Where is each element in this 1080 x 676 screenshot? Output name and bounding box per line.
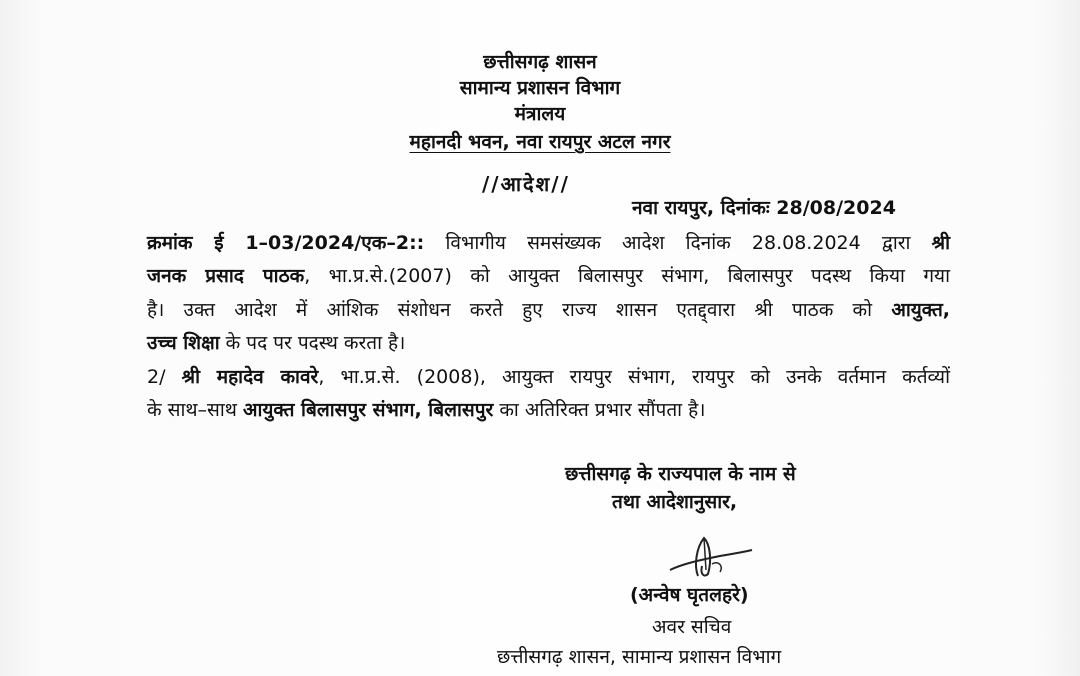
officer-name-1: जनक प्रसाद पाठक: [147, 265, 305, 287]
additional-charge: आयुक्त बिलासपुर संभाग, बिलासपुर: [242, 399, 494, 421]
para1-line1-bold: श्री: [931, 232, 951, 254]
para2-line2: [147, 398, 705, 422]
signatory-designation: अवर सचिव: [652, 616, 732, 638]
signoff-line2: तथा आदेशानुसार,: [612, 491, 738, 513]
header-state: छत्तीसगढ़ शासन: [483, 51, 597, 73]
para2-line2-text: के साथ–साथ: [147, 399, 243, 421]
para1-line3-bold: आयुक्त,: [891, 299, 950, 321]
para1-line1-text: विभागीय समसंख्यक आदेश दिनांक 28.08.2024 द्वारा: [424, 232, 932, 254]
para2-line1: [147, 365, 950, 389]
para1-line1: [147, 231, 950, 255]
header-ministry: मंत्रालय: [514, 103, 566, 125]
para2-line2-text2: का अतिरिक्त प्रभार सौंपता है।: [493, 399, 706, 421]
para1-line4-text: के पद पर पदस्थ करता है।: [219, 332, 406, 354]
order-number: क्रमांक ई 1–03/2024/एक–2::: [147, 232, 425, 254]
para1-line3-text: है। उक्त आदेश में आंशिक संशोधन करते हुए राज्य शासन एतद्द्वारा श्री पाठक को: [147, 299, 892, 321]
signatory-department: छत्तीसगढ़ शासन, सामान्य प्रशासन विभाग: [497, 646, 782, 668]
para2-line1-text: , भा.प्र.से. (2008), आयुक्त रायपुर संभाग, रायपुर को उनके वर्तमान कर्तव्यों: [318, 366, 950, 388]
signature-image: [660, 530, 755, 585]
header-department: सामान्य प्रशासन विभाग: [459, 77, 621, 99]
posting-title: उच्च शिक्षा: [147, 332, 220, 354]
para1-line2: [147, 264, 950, 288]
para1-line4: [147, 331, 405, 355]
signoff-line1: छत्तीसगढ़ के राज्यपाल के नाम से: [565, 463, 796, 485]
para1-line2-text: , भा.प्र.से.(2007) को आयुक्त बिलासपुर संभाग, बिलासपुर पदस्थ किया गया: [304, 265, 950, 287]
order-title: //आदेश//: [482, 172, 570, 196]
header-address: महानदी भवन, नवा रायपुर अटल नगर: [409, 131, 671, 153]
date-line: नवा रायपुर, दिनांकः 28/08/2024: [632, 197, 896, 219]
signatory-name: (अन्वेष घृतलहरे): [630, 584, 749, 606]
para2-number: 2/: [147, 366, 182, 388]
officer-name-2: श्री महादेव कावरे: [181, 366, 319, 388]
para1-line3: [147, 298, 950, 322]
